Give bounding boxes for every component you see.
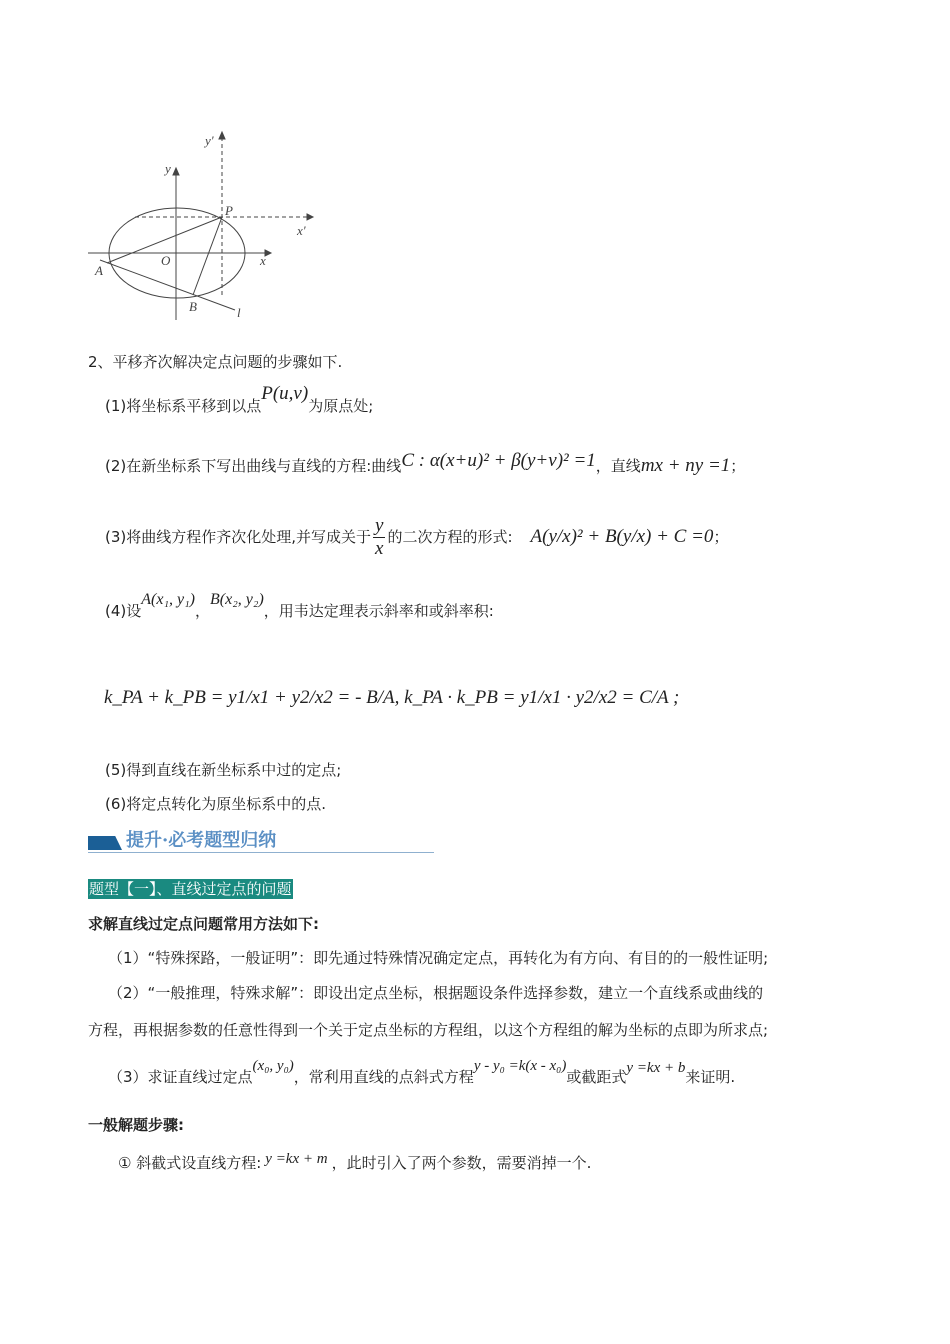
math-point: (x₀, y₀) <box>252 1058 294 1074</box>
text: 的二次方程的形式: <box>387 528 513 546</box>
label-y: y <box>165 161 171 176</box>
label-B: B <box>189 299 197 314</box>
step-4 <box>105 591 494 622</box>
section-label: 题型【一】、直线过定点的问题 <box>89 880 292 898</box>
text: ，常利用直线的点斜式方程 <box>293 1068 474 1086</box>
math-point-A: A(x₁, y₁) <box>141 591 196 608</box>
slope-formula: k_PA + k_PB = y1/x1 + y2/x2 = - B/A, k_PA · k_PB = y1/x1 · y2/x2 = C/A ; <box>104 687 680 708</box>
steps-title: 2、平移齐次解决定点问题的步骤如下. <box>88 353 343 371</box>
text: ，直线 <box>595 457 641 475</box>
step-2 <box>105 450 746 476</box>
banner-bar <box>88 836 122 850</box>
step-6: (6)将定点转化为原坐标系中的点. <box>105 795 327 813</box>
denominator: x <box>375 538 384 559</box>
text: ① 斜截式设直线方程: <box>118 1154 262 1172</box>
general-item-1 <box>118 1153 591 1174</box>
text: (2)在新坐标系下写出曲线与直线的方程:曲线 <box>105 457 402 475</box>
math-line: y =kx + m <box>265 1151 328 1167</box>
text: (4)设 <box>105 602 142 620</box>
math-curve-equation: C : α(x+u)² + β(y+v)² =1 <box>401 450 596 471</box>
label-A: A <box>95 263 103 278</box>
text: ； <box>730 457 746 475</box>
method-1: （1）“特殊探路，一般证明”：即先通过特殊情况确定定点，再转化为有方向、有目的的一般性证明; <box>108 949 769 967</box>
text: （3）求证直线过定点 <box>108 1068 253 1086</box>
fraction-y-over-x <box>373 515 385 560</box>
math-point-B: B(x₂, y₂) <box>210 591 264 608</box>
text: 或截距式 <box>566 1068 627 1086</box>
math-point-slope: y - y₀ =k(x - x₀) <box>473 1058 567 1074</box>
math-line-equation: mx + ny =1 <box>640 455 731 476</box>
banner-underline <box>88 852 434 853</box>
text: 为原点处; <box>308 397 374 415</box>
general-heading: 一般解题步骤: <box>88 1116 184 1134</box>
text: ，此时引入了两个参数，需要消掉一个. <box>331 1154 592 1172</box>
label-y-prime: y' <box>205 133 214 148</box>
label-l: l <box>237 305 241 320</box>
label-x-prime: x' <box>297 223 306 238</box>
banner-title: 提升·必考题型归纳 <box>126 830 277 851</box>
method-2: （2）“一般推理，特殊求解”：即设出定点坐标，根据题设条件选择参数，建立一个直线系或曲线的 <box>108 984 764 1002</box>
label-x: x <box>260 253 266 268</box>
ellipse-coordinate-figure <box>85 125 325 325</box>
text: 来证明. <box>685 1068 736 1086</box>
numerator: y <box>375 515 384 536</box>
text: ，用韦达定理表示斜率和或斜率积: <box>263 602 494 620</box>
section-banner <box>88 826 434 854</box>
text: ， <box>195 602 211 620</box>
step-5: (5)得到直线在新坐标系中过的定点; <box>105 761 342 779</box>
text: (3)将曲线方程作齐次化处理,并写成关于 <box>105 528 372 546</box>
step-3 <box>105 512 728 562</box>
math-intercept: y =kx + b <box>626 1060 686 1076</box>
methods-heading: 求解直线过定点问题常用方法如下: <box>88 915 320 933</box>
label-P: P <box>225 203 233 218</box>
math-point-P: P(u,v) <box>261 383 309 404</box>
method-2-cont: 方程，再根据参数的任意性得到一个关于定点坐标的方程组，以这个方程组的解为坐标的点即为所求点; <box>88 1021 769 1039</box>
math-quadratic: A(y/x)² + B(y/x) + C =0 <box>530 526 714 547</box>
label-O: O <box>161 253 171 268</box>
text: (1)将坐标系平移到以点 <box>105 397 262 415</box>
text: ； <box>713 528 729 546</box>
step-1 <box>105 383 374 416</box>
method-3 <box>108 1058 736 1088</box>
